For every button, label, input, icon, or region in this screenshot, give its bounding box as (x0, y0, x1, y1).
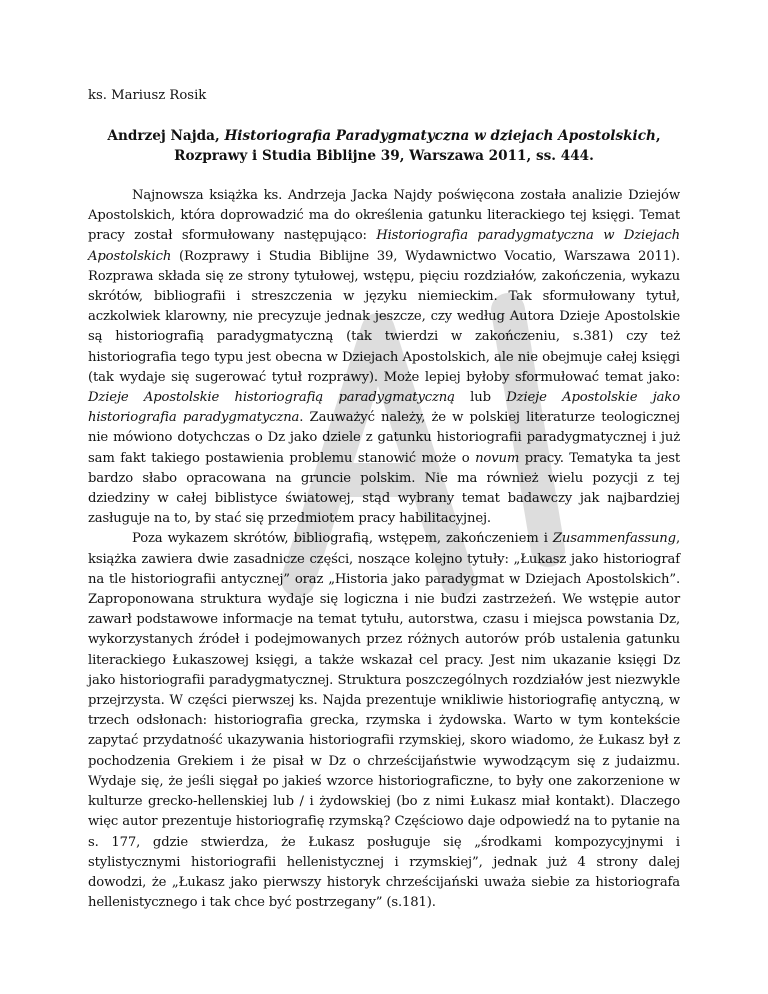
paragraph-1-italic-d: novum (475, 450, 520, 466)
paragraph-1-text-b: (Rozprawy i Studia Biblijne 39, Wydawnictwo Vocatio, Warszawa 2011). Rozprawa składa się ze strony tytułowej, wstępu, pięciu rozdziałów, zakończenia, wykazu skrótów, bibliografii i streszczenia w języku niemieckim. Tak sformułowany tytuł, aczkolwiek klarowny, nie precyzuje jednak jeszcze, czy według Autora Dzieje Apostolskie są historiografią paradygmatyczną (tak twierdzi w zakończeniu, s.381) czy też historiografia tego typu jest obecna w Dziejach Apostolskich, ale nie obejmuje całej księgi (tak wydaje się sugerować tytuł rozprawy). Może lepiej byłoby sformułować temat jako: (88, 248, 680, 385)
title-author: Andrzej Najda, (107, 128, 225, 144)
title-publication-details: , Rozprawy i Studia Biblijne 39, Warszawa 2011, ss. 444. (174, 128, 661, 164)
reviewer-name: ks. Mariusz Rosik (88, 88, 207, 103)
paragraph-1-italic-a: Historiografia paradygmatyczna w Dziejach Apostolskich (88, 228, 680, 264)
paragraph-1-text-a: Najnowsza książka ks. Andrzeja Jacka Najdy poświęcona została analizie Dziejów Apostolskich, która doprowadzić ma do określenia gatunku literackiego tej księgi. Temat pracy został sformułowany następująco: (88, 188, 680, 244)
paragraph-1-italic-b: Dzieje Apostolskie historiografią paradygmatyczną (88, 390, 455, 406)
paragraph-1-italic-c: Dzieje Apostolskie jako historiografia paradygmatyczna (88, 390, 680, 426)
reviewed-book-title (88, 126, 680, 166)
paragraph-1-text-d: . Zauważyć należy, że w polskiej literaturze teologicznej nie mówiono dotychczas o Dz jako dziele z gatunku historiografii paradygmatycznej i już sam fakt takiego postawienia problemu stanowić może o (88, 410, 680, 466)
paragraph-1-text-e: pracy. Tematyka ta jest bardzo słabo opracowana na gruncie polskim. Nie ma również wielu pozycji z tej dziedziny w całej biblistyce światowej, stąd wybrany temat badawczy jak najbardziej zasługuje na to, by stać się przedmiotem pracy habilitacyjnej. (88, 450, 680, 527)
paragraph-2 (88, 529, 680, 913)
paragraph-2-italic-a: Zusammenfassung (552, 531, 676, 547)
paragraph-2-text-b: , książka zawiera dwie zasadnicze części, noszące kolejno tytuły: „Łukasz jako historiograf na tle historiografii antycznej” oraz „Historia jako paradygmat w Dziejach Apostolskich”. Zaproponowana struktura wydaje się logiczna i nie budzi zastrzeżeń. We wstępie autor zawarł podstawowe informacje na temat tytułu, autorstwa, czasu i miejsca powstania Dz, wykorzystanych źródeł i podejmowanych przez różnych autorów prób ustalenia gatunku literackiego Łukaszowej księgi, a także wskazał cel pracy. Jest nim ukazanie księgi Dz jako historiografii paradygmatycznej. Struktura poszczególnych rozdziałów jest niezwykle przejrzysta. W części pierwszej ks. Najda prezentuje wnikliwie historiografię antyczną, w trzech odsłonach: historiografia grecka, rzymska i żydowska. Warto w tym kontekście zapytać przydatność ukazywania historiografii rzymskiej, skoro wiadomo, że Łukasz był z pochodzenia Grekiem i że pisał w Dz o chrześcijaństwie wywodzącym się z judaizmu. Wydaje się, że jeśli sięgał po jakieś wzorce historiograficzne, to były one zakorzenione w kulturze grecko-hellenskiej lub / i żydowskiej (bo z nimi Łukasz miał kontakt). Dlaczego więc autor prezentuje historiografię rzymską? Częściowo daje odpowiedź na to pytanie na s. 177, gdzie stwierdza, że Łukasz posługuje się „środkami kompozycyjnymi i stylistycznymi historiografii hellenistycznej i rzymskiej”, jednak już 4 strony dalej dowodzi, że „Łukasz jako pierwszy historyk chrześcijański uważa siebie za historiografa hellenistycznego i tak chce być postrzegany” (s.181). (88, 531, 680, 911)
document-page (88, 86, 680, 913)
title-book-name: Historiografia Paradygmatyczna w dziejach Apostolskich (224, 128, 656, 144)
paragraph-2-text-a: Poza wykazem skrótów, bibliografią, wstępem, zakończeniem i (132, 531, 553, 547)
paragraph-1-text-c: lub (454, 390, 507, 406)
paragraph-1 (88, 186, 680, 529)
